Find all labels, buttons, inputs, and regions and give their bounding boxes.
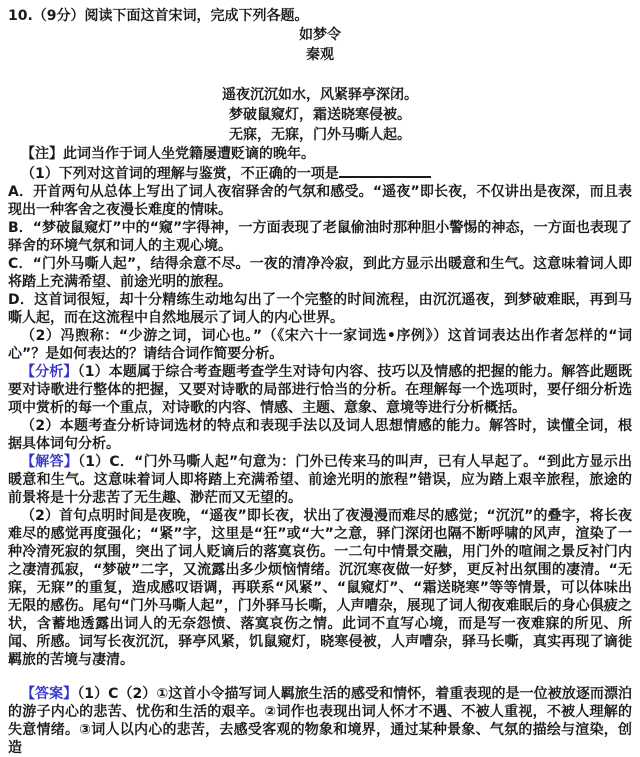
option-D: D．这首词很短，却十分精练生动地勾出了一个完整的时间流程，由沉沉遥夜，到梦破难眠，再到马嘶人起，而在这流程中自然地展示了词人的内心世界。: [8, 292, 632, 326]
question-header: 10.（9分）阅读下面这首宋词，完成下列各题。: [8, 8, 309, 24]
answer-paragraph: [8, 685, 632, 757]
analysis-label: 【分析】: [21, 364, 78, 380]
blank-line: [8, 65, 632, 85]
option-C: C．“门外马嘶人起”，结得余意不尽。一夜的清净冷寂，到此方显示出暖意和生气。这意味着词人即将踏上充满希望、前途光明的旅程。: [8, 256, 632, 290]
poem-line-2: 梦破鼠窥灯，霜送晓寒侵被。: [229, 107, 411, 123]
analysis-paragraph-1: [8, 363, 632, 417]
poem-line-1: 遥夜沉沉如水，风紧驿亭深闭。: [222, 87, 418, 103]
analysis-text-1: （1）本题属于综合考查题考查学生对诗句内容、技巧以及情感的把握的能力。解答此题既要对诗歌进行整体的把握，又要对诗歌的局部进行恰当的分析。在理解每一个选项时，要仔细分析选项中赏析的每一个重点，对诗歌的内容、情感、主题、意象、意境等进行分析概括。: [8, 364, 633, 416]
answer-blank-underline: [339, 163, 431, 178]
question-1-stem-row: [8, 163, 632, 183]
poem-line-3: 无寐，无寐，门外马嘶人起。: [229, 127, 411, 143]
question-1-stem: （1）下列对这首词的理解与鉴赏，不正确的一项是: [21, 166, 339, 182]
option-A: A．开首两句从总体上写出了词人夜宿驿舍的气氛和感受。“遥夜”即长夜，不仅讲出是夜深，而且表现出一种客舍之夜漫长难度的情味。: [8, 184, 632, 218]
poem-title: 如梦令: [299, 27, 341, 43]
answer-text: （1）C（2）①这首小令描写词人羁旅生活的感受和情怀，着重表现的是一位被放逐而漂泊的游子内心的悲苦、忧伤和生活的艰辛。②词作也表现出词人怀才不遇、不被人重视，不被人理解的失意情绪。③词人以内心的悲苦，去感受客观的物象和境界，通过某种景象、气氛的描绘与渲染，创造: [8, 686, 633, 756]
option-B: B．“梦破鼠窥灯”中的“窥”字得神，一方面表现了老鼠偷油时那种胆小警惕的神态，一方面也表现了驿舍的环境气氛和词人的主观心境。: [8, 220, 632, 254]
explanation-text-1: （1）C．“门外马嘶人起”句意为：门外已传来马的叫声，已有人早起了。“到此方显示出暖意和生气。这意味着词人即将踏上充满希望、前途光明的旅程”错误，应为踏上艰辛旅程，旅途的前景将是十分悲苦了无生趣、渺茫而又无望的。: [8, 454, 633, 506]
analysis-paragraph-2: （2）本题考查分析诗词选材的特点和表现手法以及词人思想情感的能力。解答时，读懂全词，根据具体词句分析。: [8, 418, 632, 452]
blank-line: [8, 669, 632, 685]
question-2-stem: （2）冯煦称：“少游之词，词心也。”（《宋六十一家词选•序例》）这首词表达出作者怎样的“词心”？是如何表达的？请结合词作简要分析。: [8, 328, 632, 362]
answer-label: 【答案】: [21, 686, 78, 702]
explanation-paragraph-1: [8, 453, 632, 507]
poem-note: 【注】此词当作于词人坐党籍屡遭贬谪的晚年。: [21, 146, 315, 162]
explanation-label: 【解答】: [21, 454, 78, 470]
explanation-paragraph-2: （2）首句点明时间是夜晚，“遥夜”即长夜，状出了夜漫漫而难尽的感觉；“沉沉”的叠字，将长夜难尽的感觉再度强化；“紧”字，这里是“狂”或“大”之意，驿门深闭也隔不断呼啸的风声，渲染了一种冷清死寂的氛围，突出了词人贬谪后的落寞哀伤。一二句中情景交融，用门外的喧闹之景反衬门内之凄清孤寂，“梦破”二字，又流露出多少烦恼情绪。沉沉寒夜做一好梦，更反衬出氛围的凄清。“无寐，无寐”的重复，造成感叹语调，再联系“风紧”、“鼠窥灯”、“霜送晓寒”等等情景，可以体味出无限的感伤。尾句“门外马嘶人起”，门外驿马长嘶，人声嘈杂，展现了词人彻夜难眠后的身心俱疲之状，含蓄地透露出词人的无奈怨愤、落寞哀伤之情。此词不直写心境，而是写一夜难寐的所见、所闻、所感。词写长夜沉沉，驿亭风紧，饥鼠窥灯，晓寒侵被，人声嘈杂，驿马长嘶，真实再现了谪徙羁旅的苦境与凄清。: [8, 508, 632, 668]
poem-author: 秦观: [306, 47, 334, 63]
